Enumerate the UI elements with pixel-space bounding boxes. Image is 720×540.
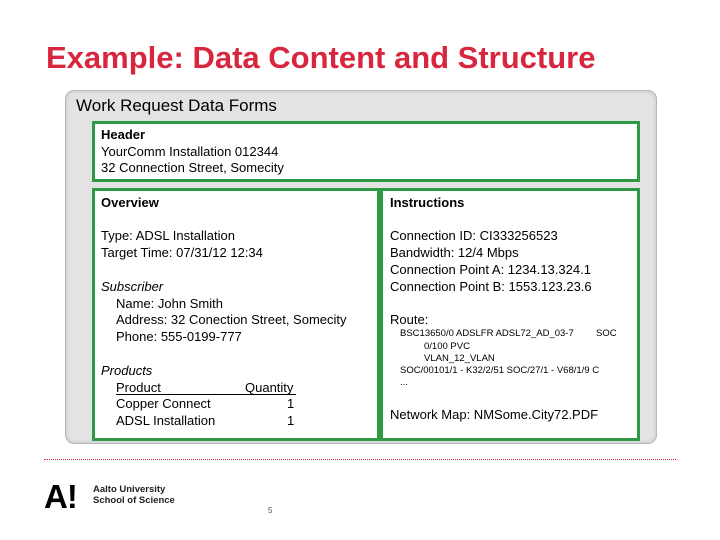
route-line-5: ...: [400, 377, 408, 388]
panel-title: Work Request Data Forms: [76, 96, 277, 115]
route-line-1: BSC13650/0 ADSLFR ADSL72_AD_03-7: [400, 328, 574, 339]
route-soc: SOC: [596, 328, 617, 339]
subscriber-phone: Phone: 555-0199-777: [116, 329, 242, 344]
overview-type: Type: ADSL Installation: [101, 228, 235, 243]
overview-target-time: Target Time: 07/31/12 12:34: [101, 245, 263, 260]
overview-heading: Overview: [101, 195, 159, 210]
bandwidth: Bandwidth: 12/4 Mbps: [390, 245, 519, 260]
header-heading: Header: [101, 127, 146, 142]
route-line-4: SOC/00101/1 - K32/2/51 SOC/27/1 - V68/1/9 C: [400, 365, 600, 376]
subscriber-address: Address: 32 Conection Street, Somecity: [116, 312, 347, 327]
subscriber-name: Name: John Smith: [116, 296, 223, 311]
network-map: Network Map: NMSome.City72.PDF: [390, 407, 599, 422]
products-col-product: Product: [116, 380, 161, 395]
connection-point-a: Connection Point A: 1234.13.324.1: [390, 262, 591, 277]
product-quantity: 1: [287, 396, 295, 411]
route-heading: Route:: [390, 312, 429, 327]
header-line-1: YourComm Installation 012344: [101, 144, 279, 159]
logo-line-1: Aalto University: [93, 484, 166, 495]
connection-point-b: Connection Point B: 1553.123.23.6: [390, 279, 592, 294]
instructions-heading: Instructions: [390, 195, 465, 210]
product-name: Copper Connect: [116, 396, 211, 411]
page-number: 5: [268, 506, 273, 515]
logo-line-2: School of Science: [93, 495, 175, 506]
product-quantity: 1: [287, 413, 295, 428]
route-line-2: 0/100 PVC: [424, 341, 470, 352]
slide-title: Example: Data Content and Structure: [46, 40, 596, 75]
product-name: ADSL Installation: [116, 413, 216, 428]
footer-divider: [44, 459, 676, 460]
aalto-logo-text: [93, 484, 175, 506]
connection-id: Connection ID: CI333256523: [390, 228, 558, 243]
products-heading: Products: [101, 363, 153, 378]
aalto-logo-mark: A!: [44, 478, 77, 515]
subscriber-heading: Subscriber: [101, 279, 164, 294]
header-line-2: 32 Connection Street, Somecity: [101, 160, 284, 175]
route-line-3: VLAN_12_VLAN: [424, 353, 495, 364]
products-col-quantity: Quantity: [245, 380, 294, 395]
